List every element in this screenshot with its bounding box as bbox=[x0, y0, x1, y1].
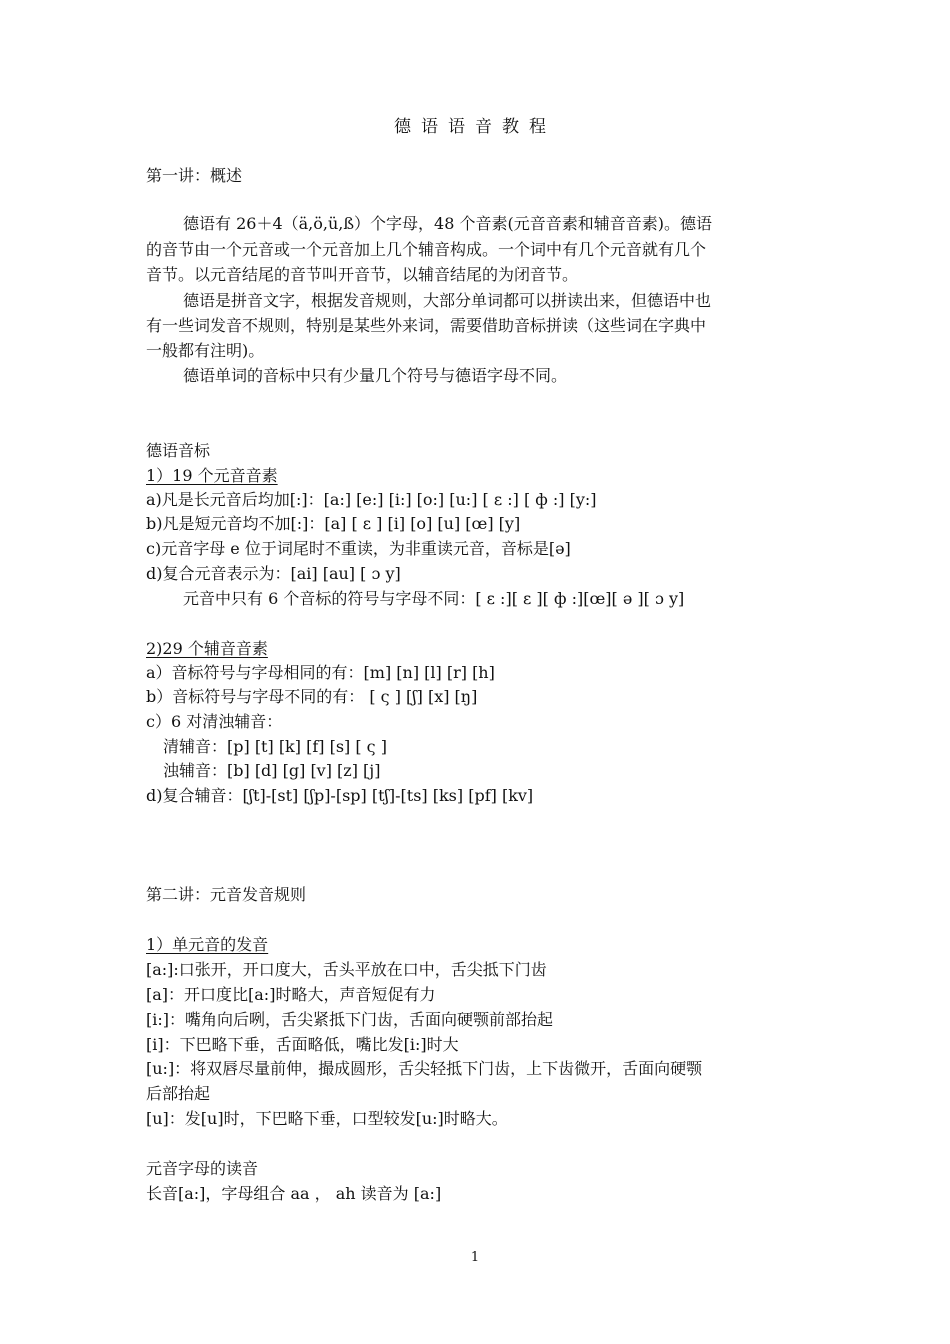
compound-consonants: d)复合辅音：[ʃt]-[st] [ʃp]-[sp] [tʃ]-[ts] [ks] [pf] [kv] bbox=[146, 786, 534, 805]
paragraph-line: 德语单词的音标中只有少量几个符号与德语字母不同。 bbox=[183, 366, 568, 385]
vowel-reading-line: 长音[a:]，字母组合 aa ， ah 读音为 [a:] bbox=[146, 1184, 442, 1203]
pronunciation-line: 后部抬起 bbox=[146, 1084, 211, 1103]
page-number: 1 bbox=[470, 1250, 480, 1265]
vowels-heading: 1）19 个元音音素 bbox=[146, 466, 278, 485]
vowel-rule-line: c)元音字母 e 位于词尾时不重读，为非重读元音，音标是[ə] bbox=[146, 539, 571, 558]
paragraph-line: 一般都有注明)。 bbox=[146, 341, 265, 360]
voiceless-consonants: 清辅音：[p] [t] [k] [f] [s] [ ς ] bbox=[163, 737, 387, 756]
vowel-reading-heading: 元音字母的读音 bbox=[146, 1159, 259, 1178]
pronunciation-line: [i]：下巴略下垂，舌面略低，嘴比发[i:]时大 bbox=[146, 1035, 459, 1054]
phonetics-heading: 德语音标 bbox=[146, 441, 211, 460]
consonant-rule-line: c）6 对清浊辅音： bbox=[146, 712, 283, 731]
document-title: 德语语音教程 bbox=[394, 117, 556, 137]
lecture1-heading: 第一讲：概述 bbox=[146, 166, 243, 185]
single-vowel-heading: 1）单元音的发音 bbox=[146, 935, 269, 954]
consonants-heading: 2)29 个辅音音素 bbox=[146, 639, 268, 658]
consonant-rule-line: a）音标符号与字母相同的有：[m] [n] [l] [r] [h] bbox=[146, 663, 495, 682]
paragraph-line: 的音节由一个元音或一个元音加上几个辅音构成。一个词中有几个元音就有几个 bbox=[146, 240, 707, 259]
pronunciation-line: [u:]：将双唇尽量前伸，撮成圆形，舌尖轻抵下门齿，上下齿微开，舌面向硬颚 bbox=[146, 1059, 703, 1078]
vowel-rule-line: d)复合元音表示为：[ai] [au] [ ɔ y] bbox=[146, 564, 401, 583]
lecture2-heading: 第二讲：元音发音规则 bbox=[146, 885, 307, 904]
paragraph-line: 德语是拼音文字，根据发音规则，大部分单词都可以拼读出来，但德语中也 bbox=[183, 291, 712, 310]
pronunciation-line: [a:]:口张开，开口度大，舌头平放在口中，舌尖抵下门齿 bbox=[146, 960, 547, 979]
consonant-rule-line: b）音标符号与字母不同的有： [ ς ] [ʃ] [x] [ŋ] bbox=[146, 687, 478, 706]
pronunciation-line: [i:]：嘴角向后咧，舌尖紧抵下门齿，舌面向硬颚前部抬起 bbox=[146, 1010, 553, 1029]
vowel-rule-line: a)凡是长元音后均加[:]：[a:] [e:] [i:] [o:] [u:] [ ε :] [ ф :] [y:] bbox=[146, 490, 597, 509]
pronunciation-line: [a]：开口度比[a:]时略大，声音短促有力 bbox=[146, 985, 436, 1004]
voiced-consonants: 浊辅音：[b] [d] [g] [v] [z] [j] bbox=[163, 761, 381, 780]
paragraph-line: 德语有 26＋4（ä,ö,ü,ß）个字母，48 个音素(元音音素和辅音音素)。德语 bbox=[183, 214, 712, 233]
vowels-note: 元音中只有 6 个音标的符号与字母不同：[ ε :][ ε ][ ф :][œ][ ə ][ ɔ y] bbox=[183, 589, 685, 608]
paragraph-line: 有一些词发音不规则，特别是某些外来词，需要借助音标拼读（这些词在字典中 bbox=[146, 316, 707, 335]
pronunciation-line: [u]：发[u]时，下巴略下垂，口型较发[u:]时略大。 bbox=[146, 1109, 508, 1128]
paragraph-line: 音节。以元音结尾的音节叫开音节，以辅音结尾的为闭音节。 bbox=[146, 265, 579, 284]
vowel-rule-line: b)凡是短元音均不加[:]：[a] [ ε ] [i] [o] [u] [œ] [y] bbox=[146, 514, 521, 533]
